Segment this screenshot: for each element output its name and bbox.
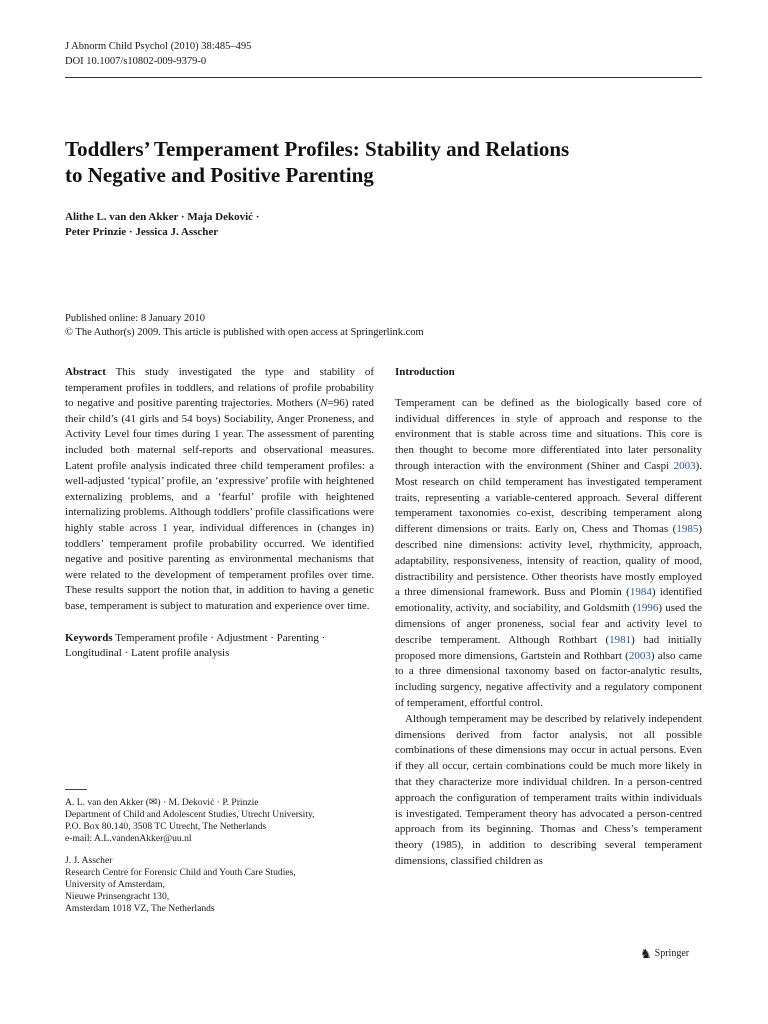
introduction-heading: Introduction — [395, 366, 455, 378]
author-list — [65, 210, 565, 240]
abstract-text-2: =96) rated their child’s (41 girls and 54 boys) Sociability, Anger Proneness, and Activity Level four times during 1 year. The assessment of parenting included both maternal self-reports and observational measures. Latent profile analysis indicated three child temperament profiles: a well-adjusted ‘typical’ profile, an ‘expressive’ profile with heightened externalizing problems, and a ‘fearful’ profile with heightened internalizing problems. Although toddlers’ profile classifications were highly stable across 1 year, individual differences in (changes in) toddlers’ temperament profile probability occurred. We identified negative and positive parenting as environmental mechanisms that were related to the development of temperament profiles over time. These results support the notion that, in addition to having a genetic base, temperament is subject to maturation and experience over time. — [65, 397, 374, 612]
authors-line-2: Peter Prinzie · Jessica J. Asscher — [65, 226, 219, 238]
springer-horse-icon: ♞ — [640, 946, 652, 961]
affil-2-univ: University of Amsterdam, — [65, 879, 165, 890]
affil-2-dept: Research Centre for Forensic Child and Youth Care Studies, — [65, 867, 296, 878]
intro-paragraph-2: Although temperament may be described by relatively independent dimensions derived from factor analysis, not all possible combinations of these dimensions may occur in actual persons. Even if they all occur, certain combinations could be much more likely in that they characterize more individual children. In a person-centred approach the configuration of temperament traits within individuals is investigated. Temperament theory has advocated a person-centred approach from its beginning. Thomas and Chess’s temperament theory (1985), in addition to describing several temperament dimensions, classified children as — [395, 712, 702, 867]
citation-link[interactable]: 2003 — [628, 649, 651, 662]
affil-1-email[interactable]: e-mail: A.L.vandenAkker@uu.nl — [65, 833, 192, 844]
affil-1-authors-pre: A. L. van den Akker ( — [65, 797, 149, 808]
abstract-label: Abstract — [65, 366, 106, 378]
affiliation-separator — [65, 789, 87, 790]
affiliation-1 — [65, 797, 375, 845]
keywords — [65, 631, 374, 662]
affil-1-dept: Department of Child and Adolescent Studies, Utrecht University, — [65, 809, 315, 820]
affil-2-city: Amsterdam 1018 VZ, The Netherlands — [65, 903, 215, 914]
keywords-text: Temperament profile · Adjustment · Parenting · Longitudinal · Latent profile analysis — [65, 631, 326, 660]
intro-p1-b: ). Most research on child temperament has investigated temperament traits, representing a variable-centered approach. Several different temperament taxonomies co-exist, describing temperament along different dimensions or traits. Early on, Chess and Thomas ( — [395, 459, 702, 536]
journal-citation: J Abnorm Child Psychol (2010) 38:485–495 — [65, 41, 252, 52]
intro-p1-e: ) used the dimensions of anger proneness, social fear and activity level to describe temperament. Although Rothbart ( — [395, 602, 703, 646]
title-line-2: to Negative and Positive Parenting — [65, 163, 374, 187]
title-line-1: Toddlers’ Temperament Profiles: Stability and Relations — [65, 137, 570, 161]
citation-link[interactable]: 1996 — [636, 602, 659, 615]
citation-link[interactable]: 2003 — [673, 459, 696, 472]
article-title — [65, 136, 705, 188]
affil-1-address: P.O. Box 80.140, 3508 TC Utrecht, The Netherlands — [65, 821, 267, 832]
intro-p1-a: Temperament can be defined as the biologically based core of individual differences in style of approach and response to the environment that is stable across time and situations. This core is then thought to become more differentiated into later personality through interaction with the environment (Shiner and Caspi — [395, 396, 702, 472]
doi: DOI 10.1007/s10802-009-9379-0 — [65, 56, 207, 67]
affiliations — [65, 797, 375, 925]
citation-link[interactable]: 1981 — [609, 633, 632, 646]
publication-info — [65, 312, 705, 340]
citation-link[interactable]: 1985 — [676, 523, 699, 536]
abstract — [65, 365, 374, 615]
keywords-label: Keywords — [65, 631, 113, 644]
intro-p1-g: ) also came to a three dimensional taxonomy based on factor-analytic results, including surgency, negative affectivity and a regulatory component of temperament, effortful control. — [395, 649, 702, 709]
citation-link[interactable]: 1984 — [629, 586, 652, 599]
affil-1-authors-post: ) · M. Deković · P. Prinzie — [157, 797, 259, 808]
publisher-logo — [640, 947, 710, 960]
authors-line-1: Alithe L. van den Akker · Maja Deković · — [65, 211, 260, 223]
abstract-text-1: This study investigated the type and stability of temperament profiles in toddlers, and relations of profile probability to negative and positive parenting trajectories. Mothers ( — [65, 366, 374, 410]
envelope-icon: ✉ — [148, 797, 158, 808]
affiliation-2 — [65, 855, 375, 915]
copyright-notice: © The Author(s) 2009. This article is published with open access at Springerlink.com — [65, 327, 424, 338]
intro-paragraph-1 — [395, 396, 702, 712]
right-column — [395, 365, 702, 870]
publisher-name: Springer — [654, 948, 690, 959]
intro-p1-c: ) described nine dimensions: activity level, rhythmicity, approach, adaptability, responsiveness, intensity of reaction, quality of mood, distractibility and persistence. Other theorists have mostly employed a three dimensional framework. Buss and Plomin ( — [395, 523, 702, 599]
intro-p1-f: ) had initially proposed more dimensions, Gartstein and Rothbart ( — [395, 633, 703, 662]
published-date: Published online: 8 January 2010 — [65, 313, 205, 324]
affil-2-name: J. J. Asscher — [65, 855, 113, 866]
header-rule — [65, 77, 702, 78]
left-column — [65, 365, 374, 662]
intro-p1-d: ) identified emotionality, activity, and sociability, and Goldsmith ( — [395, 586, 702, 615]
affil-2-street: Nieuwe Prinsengracht 130, — [65, 891, 170, 902]
abstract-n-symbol: N — [320, 397, 328, 410]
